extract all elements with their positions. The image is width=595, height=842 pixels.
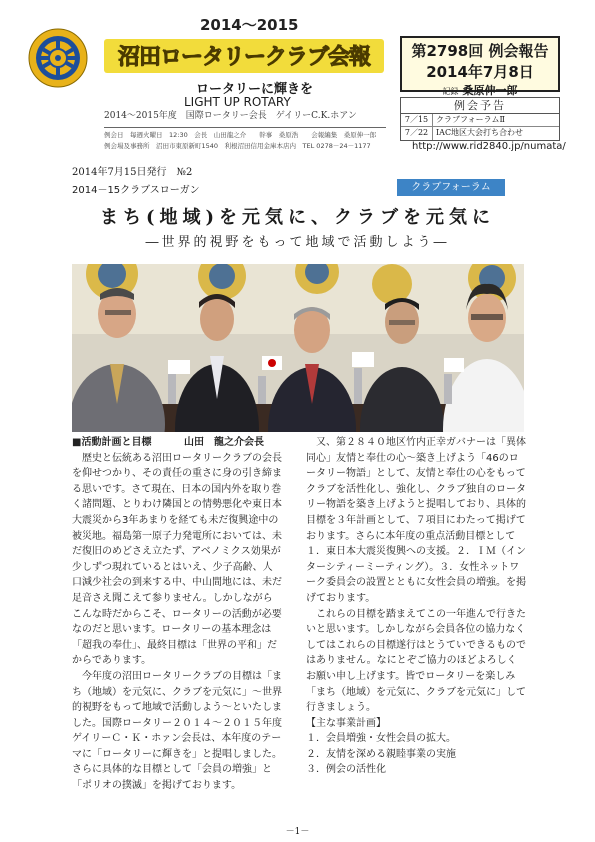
schedule-text: クラブフォーラムⅡ [436, 115, 505, 124]
schedule-date: 7／15 [401, 114, 433, 126]
section-heading [72, 435, 282, 451]
schedule-date: 7／22 [401, 127, 433, 140]
publication-date: 2014年7月15日発行 №2 [72, 167, 193, 178]
club-title: 沼田ロータリークラブ会報 [117, 45, 370, 70]
header-divider [104, 127, 386, 128]
article-text-left: 歴史と伝統ある沼田ロータリークラブの会長を仰せつかり、その責任の重さに身の引き締まる思いです。さて現在、日本の国内外を取り巻く諸問題、とりわけ隣国との情勢悪化や東日本大震災から3年あまりを経ても未だ復興途中の被災地。福島第一原子力発電所においては、未だ復旧のめどさえ立たず、アベノミクス効果が少しずつ現れているとはいえ、少子高齢、人口減少社会の到来する中、中山間地には、未だ足音さえ聞こえて参りません。しかしながらこんな時だからこそ、ロータリーの活動が必要なのだと思います。ロータリーの基本理念は「超我の奉仕」、最終目標は「世界の平和」だからであります。 今年度の沼田ロータリークラブの目標は「まち（地域）を元気に、クラブを元気に」～世界的視野をもって地域で活動しよう～といたしました。国際ロータリー２０１４～２０１５年度ゲイリーＣ・Ｋ・ホァン会長は、本年度のテーマに「ロータリーに輝きを」と提唱しました。さらに具体的な目標として「会員の増強」と「ポリオの撲滅」を掲げております。 [72, 452, 282, 792]
slogan-label: 2014－15クラブスローガン [72, 185, 200, 196]
page-number: －1－ [285, 827, 310, 837]
club-forum-tag: クラブフォーラム [397, 179, 505, 196]
recorder [402, 82, 558, 98]
project-item: ２．友情を深める親睦事業の実施 [306, 748, 456, 760]
schedule-title: 例会予告 [401, 98, 559, 114]
meeting-report-box [400, 36, 560, 97]
recorder-label: 記録 [442, 87, 459, 96]
project-item: １．会員増強・女性会員の拡大。 [306, 733, 456, 745]
schedule-row [401, 127, 559, 140]
group-photo [72, 264, 524, 432]
recorder-name: 桑原伸一郎 [462, 84, 518, 97]
meeting-number: 第2798回 例会報告 [411, 42, 549, 60]
project-item: ３．例会の活性化 [306, 764, 386, 776]
article-text-right: 又、第２８４０地区竹内正幸ガバナーは「異体同心」友情と奉仕の心～築き上げよう「46のロータリー物語」として、友情と奉仕の心をもってクラブを活性化し、強化し、クラブ独自のロータリー物語を築き上げようと提唱しており、具体的目標を３年計画として、７項目にわたって掲げております。さらに本年度の重点活動目標として１．東日本大震災復興への支援。２．ＩＭ（インターシティーミーティング）。３．女性ネットワーク委員会の設置とともに女性会員の増強。を掲げております。 これらの目標を踏まえてこの一年進んで行きたいと思います。しかしながら会員各位の協力なくしてはこれらの目標遂行はとうていできるものではありません。なにとぞご協力のほどよろしくお願い申し上げます。皆でロータリーを楽しみ「まち（地域）を元気に、クラブを元気に」して行きましょう。 [306, 437, 526, 714]
club-website-link[interactable]: http://www.rid2840.jp/numata/ [412, 141, 566, 152]
years-label: 2014～2015 [200, 16, 299, 34]
schedule-table [400, 97, 560, 141]
subheadline: ―世界的視野をもって地域で活動しよう― [145, 235, 450, 250]
section-title: ■活動計画と目標 [72, 437, 152, 448]
headline: まち(地域)を元気に、クラブを元気に [99, 207, 496, 228]
meeting-date: 2014年7月8日 [426, 63, 534, 81]
president-line: 2014～2015年度 国際ロータリー会長 ゲイリーC.K.ホアン [104, 111, 357, 121]
office-info: 例会場及事務所 沼田市東原新町1540 利根沼田信用金庫本店内 TEL 0278－24－1177 [104, 142, 371, 150]
theme-japanese: ロータリーに輝きを [196, 82, 314, 97]
projects-title: 【主な事業計画】 [306, 717, 386, 729]
meeting-info: 例会日 毎週火曜日 12:30 会長 山田龍之介 幹事 桑原浩 会報編集 桑原伸一郎 [104, 131, 377, 139]
article-right-column [306, 435, 526, 778]
schedule-text: IAC地区大会打ち合わせ [436, 128, 524, 137]
article-author: 山田 龍之介会長 [184, 437, 264, 448]
article-left-column [72, 435, 282, 794]
rotary-logo-icon [28, 28, 88, 88]
club-title-banner [104, 39, 384, 73]
theme-english: LIGHT UP ROTARY [184, 95, 291, 109]
schedule-row [401, 114, 559, 127]
